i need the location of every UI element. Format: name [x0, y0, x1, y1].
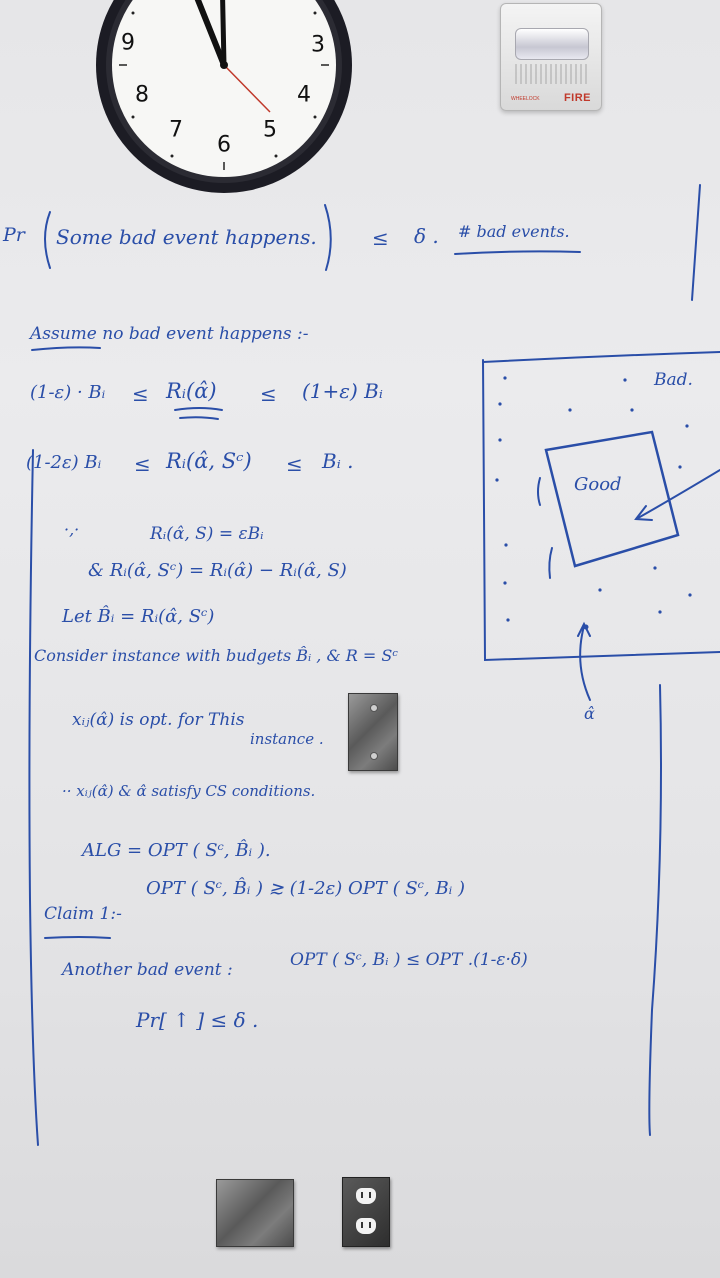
plate-screw	[370, 752, 378, 760]
cs-conditions-line: ·· xᵢⱼ(α̂) & α̂ satisfy CS conditions.	[62, 782, 316, 800]
diagram-alpha-label: α̂	[584, 704, 595, 723]
clock-number: 9	[121, 30, 135, 56]
pr-symbol: Pr	[3, 224, 25, 246]
plate-screw	[370, 704, 378, 712]
ineq2-rel1: ≤	[134, 452, 151, 476]
another-bad-event: Another bad event :	[62, 960, 233, 980]
diagram-bad-label: Bad.	[654, 370, 693, 390]
clock-number: 7	[169, 117, 183, 143]
clock-number: 8	[135, 82, 149, 108]
clock-number: 6	[217, 132, 231, 158]
bad-events-count: # bad events.	[458, 222, 570, 241]
since-symbol: ·,·	[64, 520, 80, 539]
claim-label: Claim 1:-	[44, 904, 122, 924]
delta-symbol: δ .	[414, 224, 439, 248]
wall-plate-double	[216, 1179, 294, 1247]
ineq1-rel2: ≤	[260, 382, 277, 406]
xij-opt-line: xᵢⱼ(α̂) is opt. for This	[72, 710, 245, 730]
equation-2: & Rᵢ(α̂, Sᶜ) = Rᵢ(α̂) − Rᵢ(α̂, S)	[88, 560, 347, 581]
clock-number: 4	[297, 82, 311, 108]
leq-symbol: ≤	[372, 226, 389, 250]
outlet-socket	[356, 1218, 376, 1234]
clock-number: 5	[263, 117, 277, 143]
ineq2-left: (1-2ε) Bᵢ	[26, 452, 102, 473]
alg-equation: ALG = OPT ( Sᶜ, B̂ᵢ ).	[82, 840, 271, 861]
assume-line: Assume no bad event happens :-	[30, 324, 309, 344]
ineq1-rel1: ≤	[132, 382, 149, 406]
diagram-good-label: Good	[574, 474, 622, 495]
ineq1-left: (1-ε) · Bᵢ	[30, 382, 106, 403]
consider-line: Consider instance with budgets B̂ᵢ , & R = Sᶜ	[34, 646, 399, 665]
ineq2-mid: Rᵢ(α̂, Sᶜ)	[166, 449, 252, 473]
let-definition: Let B̂ᵢ = Rᵢ(α̂, Sᶜ)	[62, 606, 215, 627]
bad-event-phrase: Some bad event happens.	[56, 225, 317, 249]
power-outlet	[342, 1177, 390, 1247]
fire-alarm-brand: WHEELOCK	[511, 96, 540, 102]
wall-plate-blank	[348, 693, 398, 771]
ineq2-right: Bᵢ .	[322, 449, 354, 473]
outlet-socket	[356, 1188, 376, 1204]
another-expression: OPT ( Sᶜ, Bᵢ ) ≤ OPT .(1-ε·δ)	[290, 950, 528, 970]
equation-1: Rᵢ(α̂, S) = εBᵢ	[150, 524, 264, 544]
ineq1-mid: Rᵢ(α̂)	[166, 379, 217, 403]
pr-bound-line: Pr[ ↑ ] ≤ δ .	[136, 1008, 259, 1032]
clock-number: 3	[311, 32, 325, 58]
instance-word: instance .	[250, 730, 324, 748]
ineq2-rel2: ≤	[286, 452, 303, 476]
fire-label: FIRE	[563, 92, 591, 104]
claim-expression: OPT ( Sᶜ, B̂ᵢ ) ≳ (1-2ε) OPT ( Sᶜ, Bᵢ )	[146, 878, 466, 899]
ineq1-right: (1+ε) Bᵢ	[302, 379, 383, 403]
